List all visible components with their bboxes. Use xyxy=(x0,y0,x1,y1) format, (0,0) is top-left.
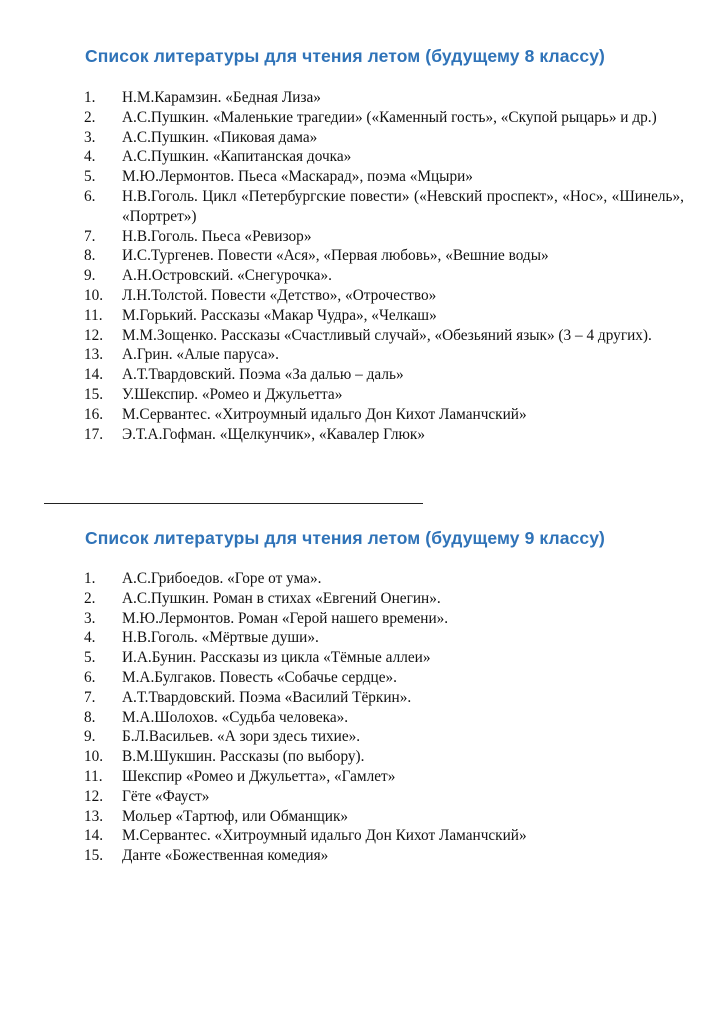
grade8-list-title: Список литературы для чтения летом (будущему 8 классу) xyxy=(85,46,605,66)
list-item-number: 13. xyxy=(84,807,104,825)
list-item xyxy=(84,609,684,629)
list-item xyxy=(84,227,684,247)
list-item xyxy=(84,668,684,688)
list-item-text: Н.В.Гоголь. Пьеса «Ревизор» xyxy=(122,227,312,245)
list-item-text: Мольер «Тартюф, или Обманщик» xyxy=(122,807,349,825)
list-item-number: 5. xyxy=(84,168,96,186)
grade9-reading-list xyxy=(84,569,684,866)
grade8-reading-list xyxy=(84,88,684,444)
list-item-text: М.Сервантес. «Хитроумный идальго Дон Кихот Ламанчский» xyxy=(122,405,527,423)
list-item-number: 10. xyxy=(84,748,104,766)
list-item-number: 9. xyxy=(84,267,96,285)
list-item xyxy=(84,187,684,227)
list-item xyxy=(84,365,684,385)
list-item xyxy=(84,846,684,866)
list-item xyxy=(84,88,684,108)
list-item xyxy=(84,569,684,589)
list-item-number: 6. xyxy=(84,187,96,205)
list-item xyxy=(84,306,684,326)
list-item-text: Н.В.Гоголь. «Мёртвые души». xyxy=(122,629,319,647)
list-item-text: М.Горький. Рассказы «Макар Чудра», «Челкаш» xyxy=(122,306,437,324)
list-item-text: А.С.Пушкин. «Капитанская дочка» xyxy=(122,148,352,166)
list-item-text: И.А.Бунин. Рассказы из цикла «Тёмные аллеи» xyxy=(122,649,431,667)
list-item-text: И.С.Тургенев. Повести «Ася», «Первая любовь», «Вешние воды» xyxy=(122,247,549,265)
list-item-number: 10. xyxy=(84,286,104,304)
list-item xyxy=(84,767,684,787)
list-item-text: М.Сервантес. «Хитроумный идальго Дон Кихот Ламанчский» xyxy=(122,827,527,845)
list-item xyxy=(84,688,684,708)
list-item-text: Л.Н.Толстой. Повести «Детство», «Отрочество» xyxy=(122,286,437,304)
list-item-number: 17. xyxy=(84,425,104,443)
list-item xyxy=(84,167,684,187)
list-item-text: А.С.Пушкин. «Маленькие трагедии» («Каменный гость», «Скупой рыцарь» и др.) xyxy=(122,108,657,126)
list-item-text: Данте «Божественная комедия» xyxy=(122,847,329,865)
list-item-text: М.А.Шолохов. «Судьба человека». xyxy=(122,708,349,726)
section-divider xyxy=(44,503,423,504)
list-item-text: У.Шекспир. «Ромео и Джульетта» xyxy=(122,385,343,403)
list-item xyxy=(84,807,684,827)
list-item-number: 6. xyxy=(84,668,96,686)
grade9-list-title: Список литературы для чтения летом (будущему 9 классу) xyxy=(85,528,605,548)
list-item xyxy=(84,246,684,266)
list-item-number: 14. xyxy=(84,827,104,845)
list-item-text: А.Грин. «Алые паруса». xyxy=(122,346,279,364)
list-item xyxy=(84,747,684,767)
list-item-number: 3. xyxy=(84,128,96,146)
list-item-number: 14. xyxy=(84,366,104,384)
list-item xyxy=(84,628,684,648)
list-item-number: 3. xyxy=(84,609,96,627)
list-item-number: 2. xyxy=(84,108,96,126)
list-item xyxy=(84,326,684,346)
list-item-text: М.Ю.Лермонтов. Пьеса «Маскарад», поэма «Мцыри» xyxy=(122,168,473,186)
list-item xyxy=(84,589,684,609)
list-item-number: 7. xyxy=(84,688,96,706)
list-item xyxy=(84,345,684,365)
list-item-text: А.С.Грибоедов. «Горе от ума». xyxy=(122,570,322,587)
list-item-number: 13. xyxy=(84,346,104,364)
list-item-text: Б.Л.Васильев. «А зори здесь тихие». xyxy=(122,728,361,746)
list-item-text: А.Т.Твардовский. Поэма «За далью – даль» xyxy=(122,366,404,384)
list-item-number: 1. xyxy=(84,570,96,587)
list-item-number: 15. xyxy=(84,847,104,865)
list-item-number: 4. xyxy=(84,629,96,647)
list-item xyxy=(84,787,684,807)
list-item-number: 16. xyxy=(84,405,104,423)
list-item-number: 11. xyxy=(84,306,103,324)
list-item-text: Шекспир «Ромео и Джульетта», «Гамлет» xyxy=(122,767,396,785)
list-item-number: 7. xyxy=(84,227,96,245)
list-item xyxy=(84,286,684,306)
list-item-number: 15. xyxy=(84,385,104,403)
list-item-text: Э.Т.А.Гофман. «Щелкунчик», «Кавалер Глюк» xyxy=(122,425,425,443)
list-item-number: 12. xyxy=(84,787,104,805)
list-item xyxy=(84,708,684,728)
list-item-text: А.С.Пушкин. «Пиковая дама» xyxy=(122,128,318,146)
list-item xyxy=(84,405,684,425)
list-item-text: Н.М.Карамзин. «Бедная Лиза» xyxy=(122,89,321,106)
list-item xyxy=(84,385,684,405)
list-item xyxy=(84,266,684,286)
list-item-text: В.М.Шукшин. Рассказы (по выбору). xyxy=(122,748,365,766)
list-item-number: 12. xyxy=(84,326,104,344)
list-item-number: 1. xyxy=(84,89,96,106)
list-item-text: А.Н.Островский. «Снегурочка». xyxy=(122,267,332,285)
list-item xyxy=(84,108,684,128)
list-item-text: Н.В.Гоголь. Цикл «Петербургские повести» («Невский проспект», «Нос», «Шинель», «Портрет») xyxy=(122,187,684,225)
list-item-text: А.С.Пушкин. Роман в стихах «Евгений Онегин». xyxy=(122,589,441,607)
list-item-text: М.А.Булгаков. Повесть «Собачье сердце». xyxy=(122,668,398,686)
list-item xyxy=(84,128,684,148)
list-item-number: 5. xyxy=(84,649,96,667)
list-item xyxy=(84,147,684,167)
list-item xyxy=(84,727,684,747)
list-item-text: М.М.Зощенко. Рассказы «Счастливый случай», «Обезьяний язык» (3 – 4 других). xyxy=(122,326,652,344)
list-item-number: 9. xyxy=(84,728,96,746)
list-item-number: 8. xyxy=(84,708,96,726)
list-item-number: 4. xyxy=(84,148,96,166)
list-item-text: А.Т.Твардовский. Поэма «Василий Тёркин». xyxy=(122,688,412,706)
list-item-number: 2. xyxy=(84,589,96,607)
list-item xyxy=(84,826,684,846)
list-item-number: 8. xyxy=(84,247,96,265)
list-item-text: М.Ю.Лермонтов. Роман «Герой нашего времени». xyxy=(122,609,449,627)
list-item xyxy=(84,648,684,668)
list-item-number: 11. xyxy=(84,767,103,785)
list-item xyxy=(84,425,684,445)
list-item-text: Гёте «Фауст» xyxy=(122,787,210,805)
